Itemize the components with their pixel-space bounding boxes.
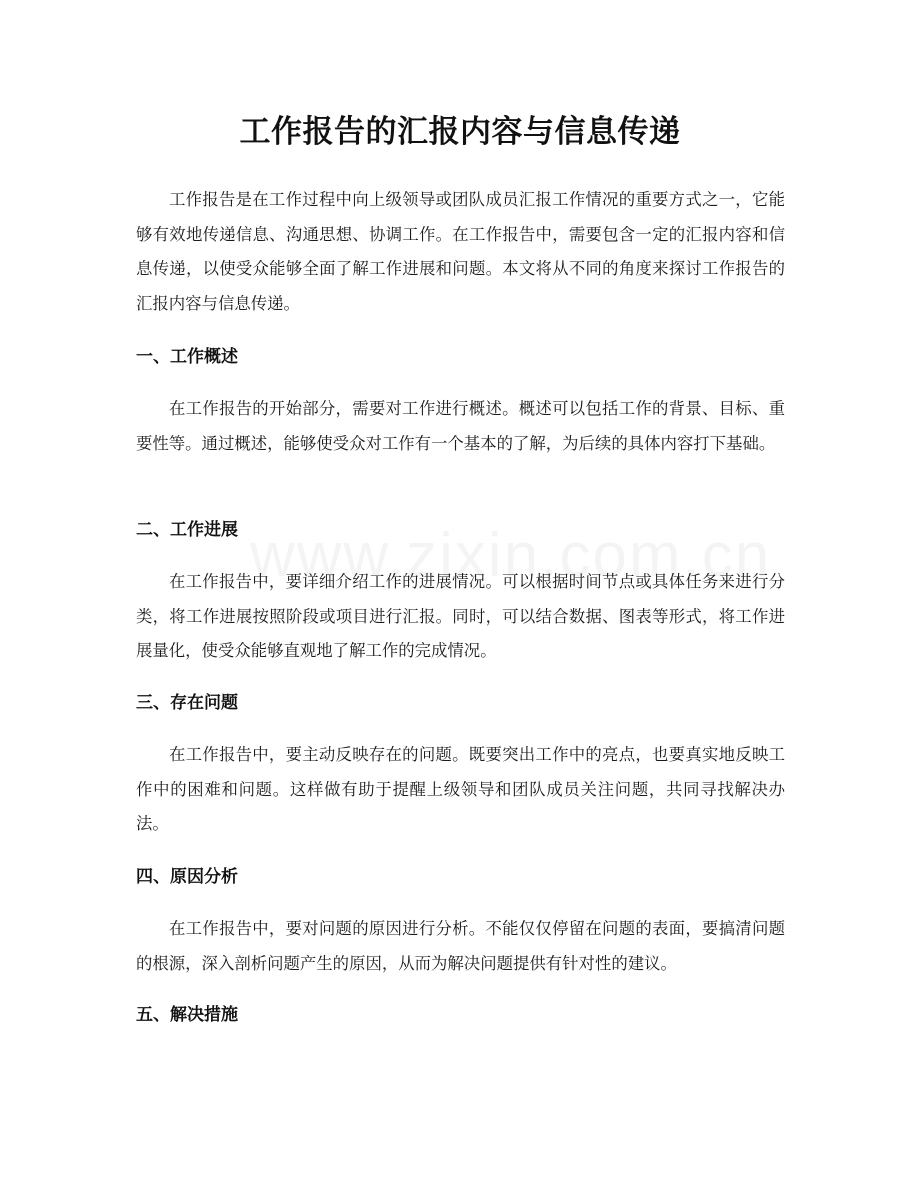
- section-body-1: 在工作报告的开始部分，需要对工作进行概述。概述可以包括工作的背景、目标、重要性等。通过概述，能够使受众对工作有一个基本的了解，为后续的具体内容打下基础。: [136, 399, 785, 453]
- document-title: 工作报告的汇报内容与信息传递: [239, 114, 681, 150]
- intro-paragraph: 工作报告是在工作过程中向上级领导或团队成员汇报工作情况的重要方式之一，它能够有效地传递信息、沟通思想、协调工作。在工作报告中，需要包含一定的汇报内容和信息传递，以使受众能够全面了解工作进展和问题。本文将从不同的角度来探讨工作报告的汇报内容与信息传递。: [136, 190, 785, 313]
- section-heading-5: 五、解决措施: [136, 1005, 238, 1025]
- section-heading-2: 二、工作进展: [136, 520, 238, 540]
- section-body-3: 在工作报告中，要主动反映存在的问题。既要突出工作中的亮点，也要真实地反映工作中的困难和问题。这样做有助于提醒上级领导和团队成员关注问题，共同寻找解决办法。: [136, 745, 785, 834]
- section-heading-4: 四、原因分析: [136, 867, 238, 887]
- section-heading-3: 三、存在问题: [136, 693, 238, 713]
- section-body-4: 在工作报告中，要对问题的原因进行分析。不能仅仅停留在问题的表面，要搞清问题的根源，深入剖析问题产生的原因，从而为解决问题提供有针对性的建议。: [136, 919, 785, 973]
- section-heading-1: 一、工作概述: [136, 347, 238, 367]
- section-body-2: 在工作报告中，要详细介绍工作的进展情况。可以根据时间节点或具体任务来进行分类，将工作进展按照阶段或项目进行汇报。同时，可以结合数据、图表等形式，将工作进展量化，使受众能够直观地了解工作的完成情况。: [136, 572, 785, 661]
